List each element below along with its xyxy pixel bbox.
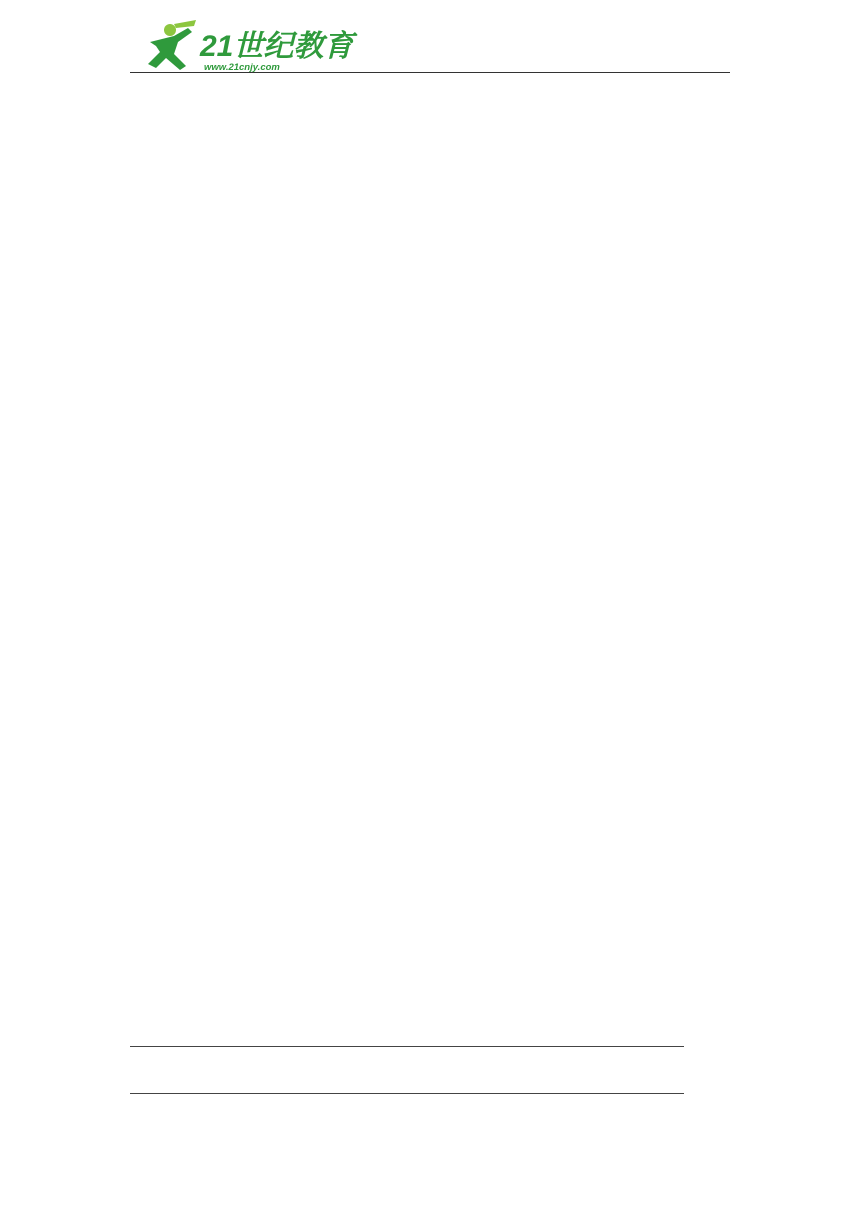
- watermark: [299, 371, 620, 830]
- logo-url: www.21cnjy.com: [204, 62, 280, 73]
- logo-text: 21世纪教育: [200, 30, 354, 63]
- runner-icon: [148, 20, 196, 70]
- answer-line-1: [130, 1046, 684, 1047]
- answer-line-2: [130, 1093, 684, 1094]
- site-logo: [130, 20, 354, 74]
- header-divider: [130, 72, 730, 73]
- page-header: [130, 20, 730, 76]
